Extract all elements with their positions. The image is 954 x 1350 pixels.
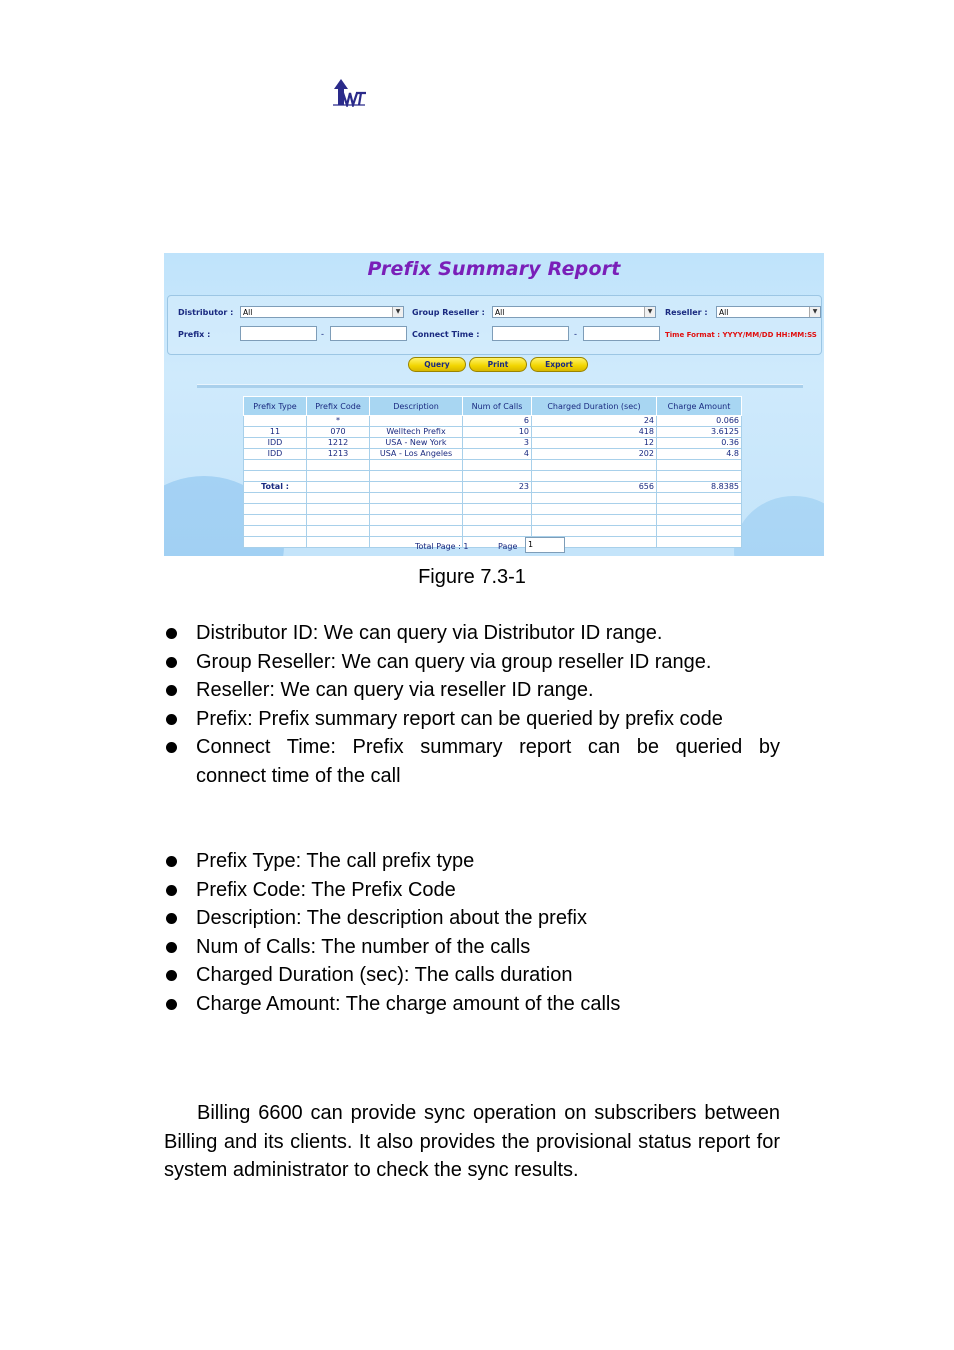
list-item: Prefix Type: The call prefix type [164,847,780,876]
distributor-label: Distributor : [178,308,234,317]
reseller-select[interactable]: All ▼ [716,306,821,318]
table-row [244,537,742,548]
bullet-icon [166,714,177,725]
list-item: Prefix Code: The Prefix Code [164,876,780,905]
range-separator: - [321,329,324,339]
distributor-select[interactable]: All ▼ [240,306,404,318]
cell: 6 [463,416,532,427]
prefix-summary-table [243,396,742,548]
prefix-from-input[interactable] [240,326,317,341]
cell: * [307,416,370,427]
figure-caption: Figure 7.3-1 [418,566,526,588]
page-number-input[interactable]: 1 [525,537,565,553]
cell: 4.8 [657,449,742,460]
cell: IDD [244,438,307,449]
list-item: Reseller: We can query via reseller ID range. [164,676,780,705]
group-reseller-select[interactable]: All ▼ [492,306,656,318]
column-header: Charge Amount [657,397,742,416]
table-row [244,449,742,460]
query-button[interactable]: Query [408,357,466,372]
table-row [244,515,742,526]
total-duration: 656 [532,482,657,493]
bullet-icon [166,999,177,1010]
chevron-down-icon: ▼ [809,307,820,317]
prefix-to-input[interactable] [330,326,407,341]
reseller-label: Reseller : [665,308,708,317]
list-item: Charged Duration (sec): The calls duration [164,961,780,990]
cell: 3.6125 [657,427,742,438]
cell [370,482,463,493]
bullet-icon [166,885,177,896]
cell: 418 [532,427,657,438]
list-item: Charge Amount: The charge amount of the calls [164,990,780,1019]
bullet-icon [166,742,177,753]
total-amount: 8.8385 [657,482,742,493]
bullet-icon [166,942,177,953]
list-item: Group Reseller: We can query via group reseller ID range. [164,648,780,677]
cell: 10 [463,427,532,438]
column-header: Description [370,397,463,416]
table-row [244,416,742,427]
bullet-icon [166,856,177,867]
cell: 11 [244,427,307,438]
column-header: Prefix Code [307,397,370,416]
report-title: Prefix Summary Report [367,258,621,280]
bullet-icon [166,970,177,981]
cell: 12 [532,438,657,449]
table-row [244,460,742,471]
list-item: Distributor ID: We can query via Distributor ID range. [164,619,780,648]
cell [370,416,463,427]
cell: USA - Los Angeles [370,449,463,460]
total-num-calls: 23 [463,482,532,493]
list-item: Description: The description about the prefix [164,904,780,933]
chevron-down-icon: ▼ [392,307,403,317]
group-reseller-label: Group Reseller : [412,308,485,317]
cell: 0.36 [657,438,742,449]
total-page-label: Total Page : 1 [415,542,469,551]
cell: 1213 [307,449,370,460]
report-screenshot [164,253,824,556]
filter-bullet-list [164,619,780,791]
cell [244,416,307,427]
table-row [244,471,742,482]
table-row [244,438,742,449]
list-item: Connect Time: Prefix summary report can be queried by connect time of the call [164,733,780,790]
sync-paragraph: Billing 6600 can provide sync operation on subscribers between Billing and its clients. It also provides the provisional status report for system administrator to check the sync results. [164,1102,780,1181]
cell: 1212 [307,438,370,449]
list-item: Num of Calls: The number of the calls [164,933,780,962]
range-separator: - [574,329,577,339]
cell: IDD [244,449,307,460]
prefix-label: Prefix : [178,330,211,339]
table-row [244,427,742,438]
connect-time-label: Connect Time : [412,330,480,339]
table-total-row [244,482,742,493]
company-arrow-logo-icon [331,77,367,107]
cell: 202 [532,449,657,460]
column-header: Num of Calls [463,397,532,416]
table-row [244,504,742,515]
column-bullet-list [164,847,780,1019]
connect-time-from-input[interactable] [492,326,569,341]
cell: 0.066 [657,416,742,427]
bullet-icon [166,913,177,924]
total-label: Total : [244,482,307,493]
print-button[interactable]: Print [469,357,527,372]
table-row [244,493,742,504]
time-format-hint: Time Format : YYYY/MM/DD HH:MM:SS [665,331,817,339]
filter-box [167,295,822,355]
cell: 24 [532,416,657,427]
bullet-icon [166,628,177,639]
cell: 070 [307,427,370,438]
divider [197,384,803,388]
bullet-icon [166,685,177,696]
bullet-icon [166,657,177,668]
cell: 4 [463,449,532,460]
cell [307,482,370,493]
table-row [244,526,742,537]
page-label: Page [498,542,518,551]
export-button[interactable]: Export [530,357,588,372]
list-item: Prefix: Prefix summary report can be queried by prefix code [164,705,780,734]
cell: USA - New York [370,438,463,449]
cell: 3 [463,438,532,449]
chevron-down-icon: ▼ [644,307,655,317]
column-header: Prefix Type [244,397,307,416]
connect-time-to-input[interactable] [583,326,660,341]
cell: Welltech Prefix [370,427,463,438]
column-header: Charged Duration (sec) [532,397,657,416]
table-header-row [244,397,742,416]
